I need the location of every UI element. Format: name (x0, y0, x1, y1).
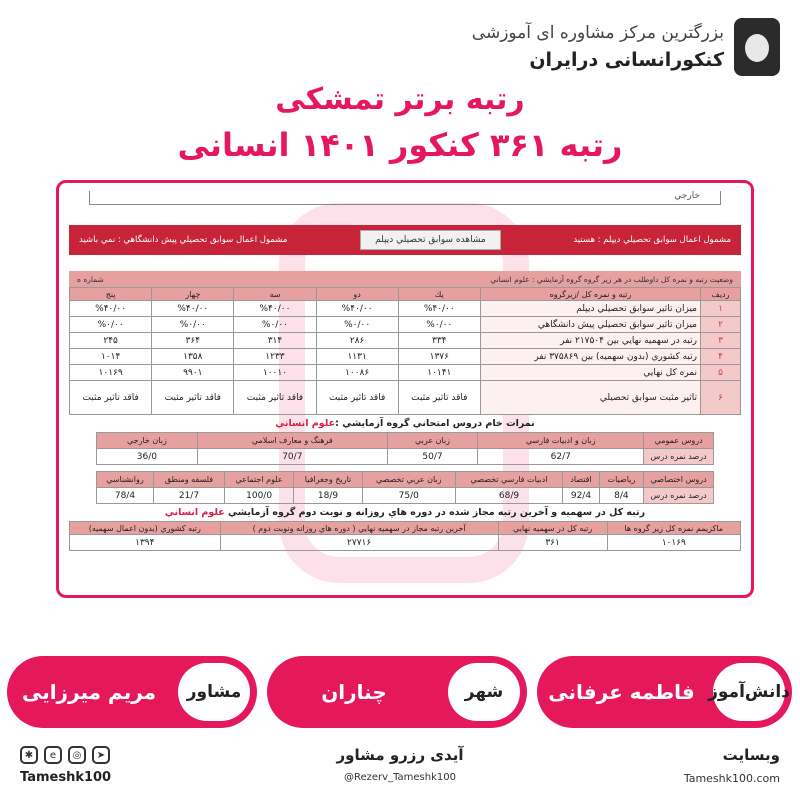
cell: %۰/۰۰ (70, 317, 152, 333)
col-header: رديف (701, 288, 741, 301)
col-header: علوم اجتماعي (224, 472, 293, 488)
row-number: ۱ (701, 301, 741, 317)
brand-text (472, 23, 724, 71)
final-rank-caption-text: رتبه كل در سهميه و آخرين رتبه مجاز شده در دوره هاي روزانه و نوبت دوم گروه آزمايشي (228, 507, 646, 518)
row-label: نمره كل نهايي (480, 365, 700, 381)
student-name: فاطمه عرفانی (548, 680, 695, 704)
final-rank-header (70, 522, 741, 535)
col-header: آخرين رتبه مجاز در سهميه نهايي ( دوره هاي روزانه ونوبت دوم ) (220, 522, 498, 535)
status-bar (69, 225, 741, 255)
col-header: فلسفه ومنطق (154, 472, 225, 488)
student-card (537, 656, 792, 728)
col-header: روانشناسي (96, 472, 153, 488)
cell: فاقد تاثير مثبت (152, 381, 234, 415)
table-row (96, 449, 713, 465)
cell: ۱۳۹۴ (70, 535, 221, 551)
row-number: ۳ (701, 333, 741, 349)
cell: ۱۰۰۸۶ (316, 365, 398, 381)
table-row (70, 317, 741, 333)
social-block (20, 746, 111, 785)
cell: ۱۳۷۶ (398, 349, 480, 365)
cell: 62/7 (478, 449, 644, 465)
col-header: زبان عربي (387, 433, 478, 449)
raw-scores-caption (69, 418, 741, 429)
final-rank-table (69, 521, 741, 551)
cell: ۲۷۷۱۶ (220, 535, 498, 551)
row-header: دروس اختصاصي (644, 472, 714, 488)
col-header: زبان عربي تخصصي (362, 472, 455, 488)
brand-name: کنکورانسانی درایران (529, 49, 724, 71)
row-label: رتبه كشوري (بدون سهميه) بين ۳۷۵۸۶۹ نفر (480, 349, 700, 365)
cell: %۰/۰۰ (316, 317, 398, 333)
cell: ۱۰۱۶۹ (70, 365, 152, 381)
cell: فاقد تاثير مثبت (234, 381, 316, 415)
cell: ۱۰۱۴۱ (398, 365, 480, 381)
row-label: رتبه در سهميه نهايي بين ۲۱۷۵۰۴ نفر (480, 333, 700, 349)
cell: 92/4 (563, 488, 599, 504)
cell: ۹۹۰۱ (152, 365, 234, 381)
row-label: تاثير مثبت سوابق تحصيلي (480, 381, 700, 415)
row-label: ميزان تاثير سوابق تحصيلي ديپلم (480, 301, 700, 317)
student-label: دانش‌آموز (713, 663, 785, 721)
row-label: درصد نمره درس (644, 449, 714, 465)
col-header: چهار (152, 288, 234, 301)
top-cell: خارجي (89, 191, 721, 205)
cell: %۴۰/۰۰ (152, 301, 234, 317)
col-header: سه (234, 288, 316, 301)
reserve-label: آیدی رزرو مشاور (336, 746, 464, 764)
cell: %۴۰/۰۰ (70, 301, 152, 317)
col-header: زبان خارجي (96, 433, 197, 449)
cell: 50/7 (387, 449, 478, 465)
info-cards (8, 656, 792, 728)
table-row (70, 301, 741, 317)
result-document-frame (56, 180, 754, 598)
cell: ۳۱۴ (234, 333, 316, 349)
col-header: رتبه كل در سهميه نهايي (498, 522, 607, 535)
social-handle: Tameshk100 (20, 770, 112, 785)
instagram-icon[interactable]: ◎ (68, 746, 86, 764)
row-number: ۴ (701, 349, 741, 365)
final-rank-caption (69, 507, 741, 518)
status-diploma: مشمول اعمال سوابق تحصيلي ديپلم : هستيد (573, 235, 731, 245)
brand-tagline: بزرگترین مرکز مشاوره ای آموزشی (471, 23, 724, 43)
general-subjects-header (96, 433, 713, 449)
view-diploma-records-button[interactable]: مشاهده سوابق تحصيلي ديپلم (360, 230, 501, 250)
cell: فاقد تاثير مثبت (70, 381, 152, 415)
status-preuniversity: مشمول اعمال سوابق تحصيلي پيش دانشگاهي : نمي باشيد (79, 235, 288, 245)
raw-scores-caption-group: علوم انساني (275, 418, 336, 429)
col-header: رتبه كشوري (بدون اعمال سهميه) (70, 522, 221, 535)
cell: ۲۴۵ (70, 333, 152, 349)
rank-table (69, 287, 741, 415)
cell: %۰/۰۰ (398, 317, 480, 333)
eitaa-icon[interactable]: e (44, 746, 62, 764)
page-title: رتبه برتر تمشکی (275, 82, 525, 117)
specialized-subjects-table (96, 471, 714, 504)
table-row (70, 333, 741, 349)
col-header: رياضيات (599, 472, 643, 488)
cell: %۴۰/۰۰ (234, 301, 316, 317)
col-header: ادبيات فارسي تخصصي (455, 472, 563, 488)
cell: فاقد تاثير مثبت (398, 381, 480, 415)
cell: ۳۶۴ (152, 333, 234, 349)
col-header: فرهنگ و معارف اسلامي (197, 433, 387, 449)
advisor-label: مشاور (178, 663, 250, 721)
col-header: رتبه و نمره كل /زيرگروه (480, 288, 700, 301)
rank-section (69, 271, 741, 415)
cell: %۰/۰۰ (234, 317, 316, 333)
table-row (70, 381, 741, 415)
cell: ۱۰۰۱۰ (234, 365, 316, 381)
raw-scores-caption-text: نمرات خام دروس امتحاني گروه آزمايشي : (335, 418, 535, 429)
brand-header (472, 18, 780, 76)
col-header: ماكزيمم نمره كل زير گروه ها (607, 522, 740, 535)
cell: 100/0 (224, 488, 293, 504)
row-number: ۵ (701, 365, 741, 381)
cell: ۱۱۳۱ (316, 349, 398, 365)
cell: ۱۰۱۶۹ (607, 535, 740, 551)
table-row (70, 349, 741, 365)
website-block[interactable] (684, 746, 780, 785)
cell: فاقد تاثير مثبت (316, 381, 398, 415)
cell: 70/7 (197, 449, 387, 465)
col-header: دو (316, 288, 398, 301)
row-number: ۶ (701, 381, 741, 415)
general-subjects-table (96, 432, 714, 465)
cell: ۳۳۴ (398, 333, 480, 349)
rank-table-header (70, 288, 741, 301)
cell: %۴۰/۰۰ (316, 301, 398, 317)
city-name: چناران (321, 680, 387, 704)
aparat-icon[interactable]: ✱ (20, 746, 38, 764)
rank-section-number: شماره ه (77, 274, 104, 284)
advisor-card (7, 656, 257, 728)
cell: ۱۳۵۸ (152, 349, 234, 365)
page-subtitle: رتبه ۳۶۱ کنکور ۱۴۰۱ انسانی (177, 126, 623, 164)
final-rank-caption-group: علوم انساني (164, 507, 225, 518)
reserve-id[interactable]: @Rezerv_Tameshk100 (344, 772, 456, 783)
website-url[interactable]: Tameshk100.com (683, 772, 780, 785)
cell: 75/0 (362, 488, 455, 504)
advisor-name: مریم میرزایی (21, 680, 157, 704)
footer (0, 740, 800, 800)
cell: %۴۰/۰۰ (398, 301, 480, 317)
website-label: وبسایت (722, 746, 780, 764)
row-number: ۲ (701, 317, 741, 333)
row-label: درصد نمره درس (644, 488, 714, 504)
raspberry-logo-icon (734, 18, 780, 76)
cell: ۱۲۳۳ (234, 349, 316, 365)
col-header: يك (398, 288, 480, 301)
cell: 8/4 (599, 488, 643, 504)
rank-section-title-text: وضعيت رتبه و نمره كل داوطلب در هر زير گروه گروه آزمايشي : علوم انساني (490, 274, 733, 284)
cell: 21/7 (154, 488, 225, 504)
cell: ۱۰۱۴ (70, 349, 152, 365)
social-icons (20, 746, 111, 764)
row-header: دروس عمومي (644, 433, 714, 449)
city-label: شهر (448, 663, 520, 721)
row-label: ميزان تاثير سوابق تحصيلي پيش دانشگاهي (480, 317, 700, 333)
cell: ۲۸۶ (316, 333, 398, 349)
cell: 68/9 (455, 488, 563, 504)
result-document (69, 191, 741, 587)
cell: 78/4 (96, 488, 153, 504)
cell: %۰/۰۰ (152, 317, 234, 333)
table-row (70, 365, 741, 381)
rank-section-title (69, 271, 741, 287)
col-header: زبان و ادبيات فارسي (478, 433, 644, 449)
cell: 18/9 (294, 488, 363, 504)
cell: 36/0 (96, 449, 197, 465)
telegram-icon[interactable]: ➤ (92, 746, 110, 764)
col-header: تاريخ وجغرافيا (294, 472, 363, 488)
cell: ۳۶۱ (498, 535, 607, 551)
table-row (70, 535, 741, 551)
col-header: اقتصاد (563, 472, 599, 488)
table-row (96, 488, 713, 504)
reserve-block[interactable] (300, 746, 500, 783)
city-card (267, 656, 527, 728)
col-header: پنج (70, 288, 152, 301)
specialized-subjects-header (96, 472, 713, 488)
